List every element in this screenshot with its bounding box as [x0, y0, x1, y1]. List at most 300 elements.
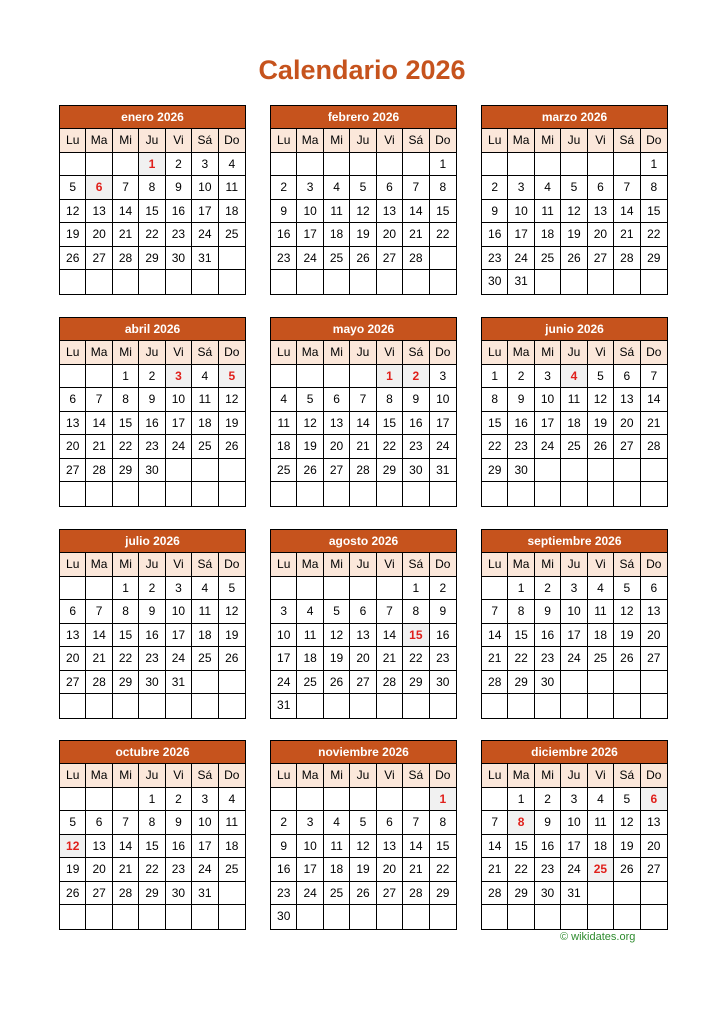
day-cell: 30 [535, 882, 561, 906]
empty-cell [86, 153, 112, 177]
weekday-header: Sá [192, 764, 218, 788]
day-cell: 3 [535, 365, 561, 389]
day-cell: 21 [86, 435, 112, 459]
day-cell: 26 [60, 247, 86, 271]
weekday-header: Sá [192, 129, 218, 153]
day-cell: 28 [403, 247, 429, 271]
day-cell: 19 [60, 223, 86, 247]
empty-cell [588, 459, 614, 483]
empty-cell [297, 788, 323, 812]
empty-cell [192, 905, 218, 929]
day-cell: 16 [535, 835, 561, 859]
weekday-header: Sá [403, 764, 429, 788]
day-cell: 29 [377, 459, 403, 483]
weekday-header: Do [641, 764, 667, 788]
empty-cell [324, 365, 350, 389]
month-title: febrero 2026 [271, 106, 456, 129]
day-cell: 11 [324, 200, 350, 224]
day-cell: 2 [139, 577, 165, 601]
empty-cell [561, 905, 587, 929]
day-cell: 17 [508, 223, 534, 247]
day-cell: 12 [614, 600, 640, 624]
month-calendar [270, 317, 457, 507]
weekday-header: Do [219, 764, 245, 788]
day-cell: 10 [297, 200, 323, 224]
day-cell: 21 [482, 858, 508, 882]
day-cell: 3 [508, 176, 534, 200]
empty-cell [86, 788, 112, 812]
weekday-header: Ju [139, 764, 165, 788]
day-cell: 23 [271, 882, 297, 906]
empty-cell [60, 365, 86, 389]
weekday-header: Lu [60, 341, 86, 365]
day-cell: 6 [377, 176, 403, 200]
day-cell: 22 [482, 435, 508, 459]
empty-cell [482, 153, 508, 177]
day-cell: 10 [192, 811, 218, 835]
day-cell: 25 [535, 247, 561, 271]
day-cell: 18 [192, 624, 218, 648]
empty-cell [139, 694, 165, 718]
weekday-header: Do [641, 129, 667, 153]
empty-cell [297, 482, 323, 506]
day-cell: 16 [430, 624, 456, 648]
day-cell: 1 [139, 788, 165, 812]
weekday-header: Ma [508, 764, 534, 788]
weekday-header: Do [219, 553, 245, 577]
day-cell: 9 [166, 811, 192, 835]
day-cell: 27 [324, 459, 350, 483]
day-cell: 29 [508, 882, 534, 906]
day-cell: 11 [588, 600, 614, 624]
empty-cell [297, 270, 323, 294]
day-cell: 28 [377, 671, 403, 695]
day-cell: 9 [430, 600, 456, 624]
day-cell: 25 [324, 247, 350, 271]
empty-cell [113, 153, 139, 177]
day-cell: 8 [508, 600, 534, 624]
day-cell: 8 [641, 176, 667, 200]
empty-cell [561, 694, 587, 718]
day-cell: 18 [297, 647, 323, 671]
empty-cell [535, 482, 561, 506]
weekday-header: Ju [139, 129, 165, 153]
day-cell: 28 [350, 459, 376, 483]
day-cell: 30 [166, 882, 192, 906]
weekday-header: Ma [508, 129, 534, 153]
day-cell: 15 [377, 412, 403, 436]
day-cell: 14 [614, 200, 640, 224]
weekday-header: Ju [139, 553, 165, 577]
month-title: diciembre 2026 [482, 741, 667, 764]
empty-cell [588, 882, 614, 906]
empty-cell [86, 365, 112, 389]
day-cell: 12 [324, 624, 350, 648]
day-cell: 17 [166, 412, 192, 436]
day-cell: 27 [86, 247, 112, 271]
empty-cell [219, 671, 245, 695]
day-cell: 23 [166, 223, 192, 247]
day-cell: 24 [508, 247, 534, 271]
month-title: octubre 2026 [60, 741, 245, 764]
day-cell: 20 [641, 835, 667, 859]
day-cell: 26 [219, 435, 245, 459]
day-cell: 28 [86, 671, 112, 695]
day-cell: 6 [377, 811, 403, 835]
day-cell: 21 [403, 858, 429, 882]
empty-cell [166, 459, 192, 483]
weekday-header: Lu [482, 129, 508, 153]
empty-cell [113, 694, 139, 718]
day-cell: 13 [86, 200, 112, 224]
day-cell: 3 [297, 176, 323, 200]
day-cell: 17 [561, 835, 587, 859]
month-grid [482, 129, 667, 294]
month-calendar [59, 105, 246, 295]
empty-cell [219, 882, 245, 906]
empty-cell [86, 577, 112, 601]
day-cell: 24 [192, 223, 218, 247]
weekday-header: Mi [113, 129, 139, 153]
day-cell: 8 [113, 388, 139, 412]
empty-cell [192, 671, 218, 695]
empty-cell [561, 459, 587, 483]
day-cell: 8 [430, 811, 456, 835]
day-cell: 18 [219, 200, 245, 224]
empty-cell [561, 671, 587, 695]
day-cell: 8 [139, 176, 165, 200]
empty-cell [192, 694, 218, 718]
day-cell: 4 [219, 788, 245, 812]
empty-cell [377, 905, 403, 929]
empty-cell [430, 905, 456, 929]
day-cell: 20 [350, 647, 376, 671]
month-title: noviembre 2026 [271, 741, 456, 764]
day-cell: 28 [403, 882, 429, 906]
day-cell: 19 [60, 858, 86, 882]
empty-cell [324, 788, 350, 812]
empty-cell [535, 459, 561, 483]
day-cell: 11 [588, 811, 614, 835]
day-cell: 25 [192, 647, 218, 671]
empty-cell [192, 459, 218, 483]
day-cell: 2 [535, 577, 561, 601]
empty-cell [86, 270, 112, 294]
empty-cell [430, 270, 456, 294]
day-cell: 26 [588, 435, 614, 459]
day-cell: 24 [166, 435, 192, 459]
holiday-date: 1 [139, 153, 165, 177]
day-cell: 30 [271, 905, 297, 929]
weekday-header: Vi [377, 341, 403, 365]
day-cell: 15 [113, 412, 139, 436]
empty-cell [113, 788, 139, 812]
day-cell: 3 [561, 577, 587, 601]
day-cell: 27 [588, 247, 614, 271]
empty-cell [271, 153, 297, 177]
empty-cell [219, 482, 245, 506]
empty-cell [377, 270, 403, 294]
weekday-header: Ma [297, 553, 323, 577]
day-cell: 24 [297, 247, 323, 271]
empty-cell [139, 905, 165, 929]
month-title: enero 2026 [60, 106, 245, 129]
weekday-header: Sá [614, 341, 640, 365]
day-cell: 15 [641, 200, 667, 224]
day-cell: 30 [166, 247, 192, 271]
weekday-header: Ju [561, 341, 587, 365]
day-cell: 1 [113, 577, 139, 601]
day-cell: 26 [614, 647, 640, 671]
empty-cell [192, 270, 218, 294]
day-cell: 22 [508, 858, 534, 882]
empty-cell [219, 905, 245, 929]
day-cell: 5 [350, 176, 376, 200]
day-cell: 11 [219, 176, 245, 200]
day-cell: 30 [482, 270, 508, 294]
empty-cell [508, 153, 534, 177]
day-cell: 25 [192, 435, 218, 459]
day-cell: 13 [614, 388, 640, 412]
day-cell: 21 [377, 647, 403, 671]
month-title: mayo 2026 [271, 318, 456, 341]
day-cell: 11 [324, 835, 350, 859]
day-cell: 15 [430, 200, 456, 224]
day-cell: 17 [297, 223, 323, 247]
empty-cell [139, 482, 165, 506]
empty-cell [350, 577, 376, 601]
month-calendar [481, 740, 668, 930]
empty-cell [430, 482, 456, 506]
day-cell: 23 [430, 647, 456, 671]
day-cell: 13 [60, 412, 86, 436]
day-cell: 30 [508, 459, 534, 483]
weekday-header: Vi [588, 764, 614, 788]
day-cell: 29 [403, 671, 429, 695]
weekday-header: Ma [508, 341, 534, 365]
weekday-header: Ju [561, 764, 587, 788]
month-calendar [270, 105, 457, 295]
weekday-header: Vi [166, 764, 192, 788]
day-cell: 11 [192, 388, 218, 412]
empty-cell [403, 270, 429, 294]
empty-cell [113, 905, 139, 929]
month-calendar [59, 317, 246, 507]
weekday-header: Sá [403, 553, 429, 577]
day-cell: 19 [324, 647, 350, 671]
day-cell: 21 [614, 223, 640, 247]
day-cell: 25 [561, 435, 587, 459]
month-grid [60, 341, 245, 506]
day-cell: 16 [403, 412, 429, 436]
day-cell: 11 [271, 412, 297, 436]
weekday-header: Vi [166, 129, 192, 153]
empty-cell [271, 577, 297, 601]
day-cell: 28 [482, 671, 508, 695]
day-cell: 9 [271, 200, 297, 224]
day-cell: 6 [324, 388, 350, 412]
day-cell: 1 [113, 365, 139, 389]
day-cell: 28 [482, 882, 508, 906]
day-cell: 10 [271, 624, 297, 648]
day-cell: 15 [508, 835, 534, 859]
day-cell: 29 [508, 671, 534, 695]
holiday-date: 3 [166, 365, 192, 389]
weekday-header: Vi [166, 341, 192, 365]
weekday-header: Do [430, 764, 456, 788]
day-cell: 10 [166, 388, 192, 412]
day-cell: 2 [166, 788, 192, 812]
day-cell: 20 [86, 858, 112, 882]
month-title: agosto 2026 [271, 530, 456, 553]
day-cell: 4 [324, 811, 350, 835]
day-cell: 19 [350, 223, 376, 247]
day-cell: 12 [350, 835, 376, 859]
day-cell: 3 [192, 153, 218, 177]
day-cell: 16 [271, 858, 297, 882]
day-cell: 13 [641, 600, 667, 624]
empty-cell [588, 905, 614, 929]
day-cell: 21 [403, 223, 429, 247]
empty-cell [86, 905, 112, 929]
day-cell: 9 [166, 176, 192, 200]
day-cell: 8 [139, 811, 165, 835]
month-title: junio 2026 [482, 318, 667, 341]
holiday-date: 12 [60, 835, 86, 859]
day-cell: 20 [588, 223, 614, 247]
empty-cell [403, 153, 429, 177]
month-grid [482, 764, 667, 929]
empty-cell [430, 247, 456, 271]
day-cell: 15 [139, 200, 165, 224]
day-cell: 31 [561, 882, 587, 906]
day-cell: 26 [561, 247, 587, 271]
empty-cell [614, 153, 640, 177]
day-cell: 17 [166, 624, 192, 648]
empty-cell [166, 694, 192, 718]
day-cell: 7 [377, 600, 403, 624]
day-cell: 19 [614, 624, 640, 648]
weekday-header: Vi [588, 341, 614, 365]
day-cell: 10 [430, 388, 456, 412]
empty-cell [350, 153, 376, 177]
day-cell: 6 [86, 811, 112, 835]
empty-cell [60, 788, 86, 812]
day-cell: 3 [192, 788, 218, 812]
day-cell: 6 [641, 577, 667, 601]
day-cell: 4 [192, 365, 218, 389]
weekday-header: Ju [350, 764, 376, 788]
day-cell: 7 [403, 811, 429, 835]
day-cell: 8 [482, 388, 508, 412]
weekday-header: Mi [535, 764, 561, 788]
month-grid [271, 129, 456, 294]
day-cell: 13 [641, 811, 667, 835]
day-cell: 7 [113, 811, 139, 835]
day-cell: 19 [588, 412, 614, 436]
day-cell: 22 [430, 858, 456, 882]
day-cell: 8 [377, 388, 403, 412]
day-cell: 2 [430, 577, 456, 601]
weekday-header: Sá [614, 764, 640, 788]
empty-cell [588, 270, 614, 294]
day-cell: 10 [561, 811, 587, 835]
day-cell: 26 [219, 647, 245, 671]
weekday-header: Ju [350, 129, 376, 153]
day-cell: 5 [297, 388, 323, 412]
day-cell: 26 [350, 882, 376, 906]
weekday-header: Ju [561, 553, 587, 577]
day-cell: 21 [86, 647, 112, 671]
empty-cell [588, 671, 614, 695]
weekday-header: Lu [60, 553, 86, 577]
empty-cell [324, 577, 350, 601]
day-cell: 30 [403, 459, 429, 483]
day-cell: 28 [86, 459, 112, 483]
day-cell: 12 [614, 811, 640, 835]
day-cell: 21 [482, 647, 508, 671]
day-cell: 21 [641, 412, 667, 436]
day-cell: 18 [324, 223, 350, 247]
day-cell: 20 [60, 647, 86, 671]
day-cell: 31 [166, 671, 192, 695]
day-cell: 18 [588, 835, 614, 859]
weekday-header: Do [219, 341, 245, 365]
month-calendar [59, 529, 246, 719]
weekday-header: Vi [377, 553, 403, 577]
empty-cell [482, 482, 508, 506]
weekday-header: Mi [535, 341, 561, 365]
empty-cell [641, 459, 667, 483]
holiday-date: 15 [403, 624, 429, 648]
empty-cell [430, 694, 456, 718]
empty-cell [350, 694, 376, 718]
empty-cell [113, 482, 139, 506]
weekday-header: Sá [614, 129, 640, 153]
day-cell: 20 [324, 435, 350, 459]
day-cell: 2 [535, 788, 561, 812]
day-cell: 5 [614, 788, 640, 812]
day-cell: 24 [561, 858, 587, 882]
day-cell: 4 [219, 153, 245, 177]
day-cell: 17 [297, 858, 323, 882]
weekday-header: Vi [588, 129, 614, 153]
day-cell: 19 [350, 858, 376, 882]
day-cell: 27 [60, 459, 86, 483]
weekday-header: Do [641, 341, 667, 365]
empty-cell [324, 270, 350, 294]
day-cell: 23 [482, 247, 508, 271]
day-cell: 3 [271, 600, 297, 624]
weekday-header: Mi [113, 341, 139, 365]
day-cell: 2 [139, 365, 165, 389]
holiday-date: 1 [377, 365, 403, 389]
day-cell: 18 [535, 223, 561, 247]
day-cell: 15 [430, 835, 456, 859]
day-cell: 3 [561, 788, 587, 812]
weekday-header: Do [430, 129, 456, 153]
empty-cell [60, 482, 86, 506]
day-cell: 7 [113, 176, 139, 200]
day-cell: 13 [350, 624, 376, 648]
month-grid [60, 553, 245, 718]
weekday-header: Ju [561, 129, 587, 153]
day-cell: 6 [588, 176, 614, 200]
day-cell: 27 [86, 882, 112, 906]
day-cell: 25 [588, 647, 614, 671]
empty-cell [60, 153, 86, 177]
day-cell: 22 [508, 647, 534, 671]
